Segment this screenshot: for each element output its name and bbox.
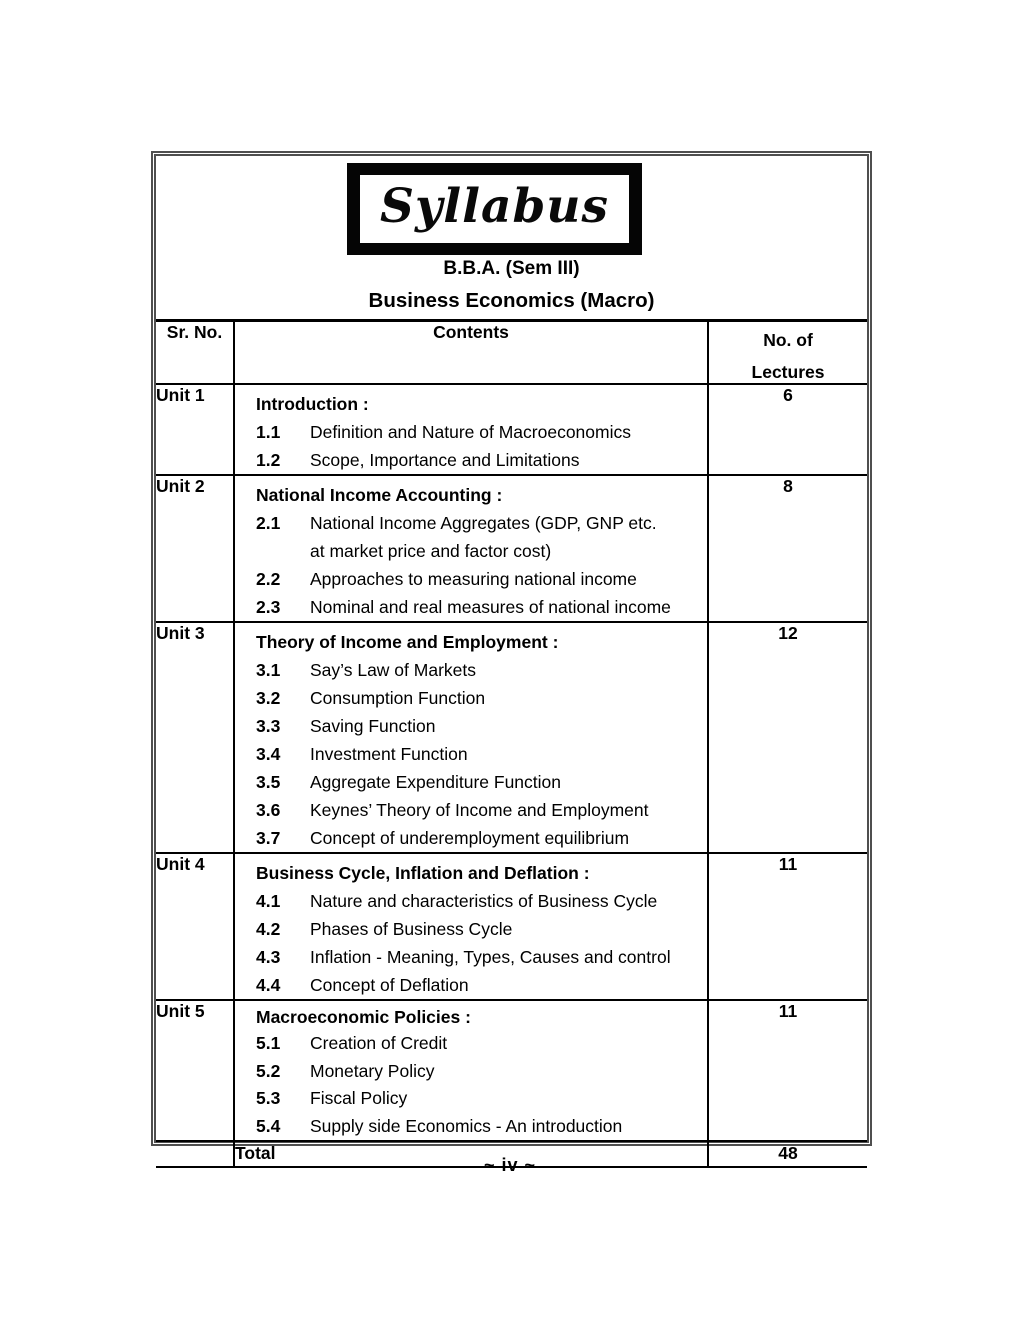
item-number: 3.6 bbox=[256, 800, 281, 820]
sub-item bbox=[235, 887, 707, 915]
item-text: Consumption Function bbox=[310, 688, 486, 708]
item-text: Concept of Deflation bbox=[310, 975, 469, 995]
sub-item bbox=[235, 1113, 707, 1141]
item-number: 4.1 bbox=[256, 891, 281, 911]
item-number: 4.2 bbox=[256, 919, 281, 939]
contents-cell bbox=[234, 475, 708, 622]
item-number: 3.1 bbox=[256, 660, 281, 680]
item-number: 3.5 bbox=[256, 772, 281, 792]
sub-item bbox=[235, 565, 707, 593]
sub-item bbox=[235, 593, 707, 621]
unit-cell: Unit 3 bbox=[156, 622, 234, 853]
item-text: Supply side Economics - An introduction bbox=[310, 1115, 623, 1136]
sub-item bbox=[235, 418, 707, 446]
item-number: 5.4 bbox=[256, 1115, 281, 1136]
sub-item bbox=[235, 915, 707, 943]
item-text: Investment Function bbox=[310, 744, 468, 764]
total-value: 48 bbox=[708, 1141, 867, 1167]
sub-item bbox=[235, 1058, 707, 1086]
syllabus-badge-frame bbox=[347, 163, 642, 255]
lectures-cell: 11 bbox=[708, 853, 867, 1000]
item-text: Definition and Nature of Macroeconomics bbox=[310, 422, 631, 442]
item-text: Saving Function bbox=[310, 716, 436, 736]
item-text: Approaches to measuring national income bbox=[310, 569, 637, 589]
unit-cell: Unit 1 bbox=[156, 384, 234, 475]
lectures-cell: 6 bbox=[708, 384, 867, 475]
unit-title: Business Cycle, Inflation and Deflation : bbox=[256, 863, 590, 883]
header-contents: Contents bbox=[234, 321, 708, 385]
sub-item bbox=[235, 1085, 707, 1113]
syllabus-document-frame bbox=[151, 151, 872, 1163]
item-number: 5.2 bbox=[256, 1060, 281, 1081]
lectures-cell: 8 bbox=[708, 475, 867, 622]
item-number: 3.7 bbox=[256, 828, 281, 848]
item-text: Nominal and real measures of national income bbox=[310, 597, 671, 617]
header-lectures bbox=[708, 321, 867, 385]
header-lectures-line1: No. of bbox=[763, 330, 813, 350]
sub-item bbox=[235, 509, 707, 537]
item-text: Phases of Business Cycle bbox=[310, 919, 513, 939]
sub-item bbox=[235, 656, 707, 684]
item-text: Monetary Policy bbox=[310, 1060, 435, 1081]
table-row-unit-5 bbox=[156, 1000, 867, 1141]
page-number: ~ iv ~ bbox=[483, 1155, 537, 1175]
sub-item bbox=[235, 768, 707, 796]
item-number: 5.1 bbox=[256, 1033, 281, 1053]
item-number: 4.4 bbox=[256, 975, 281, 995]
sub-item bbox=[235, 684, 707, 712]
contents-cell bbox=[234, 853, 708, 1000]
sub-item bbox=[235, 971, 707, 999]
item-number-spacer bbox=[256, 537, 310, 565]
contents-cell bbox=[234, 622, 708, 853]
table-row-unit-2 bbox=[156, 475, 867, 622]
item-number: 3.3 bbox=[256, 716, 281, 736]
item-text: at market price and factor cost) bbox=[310, 541, 552, 561]
unit-cell: Unit 2 bbox=[156, 475, 234, 622]
syllabus-badge-panel bbox=[360, 175, 629, 243]
item-number: 4.3 bbox=[256, 947, 281, 967]
sub-item bbox=[235, 796, 707, 824]
table-row-unit-1 bbox=[156, 384, 867, 475]
item-text: Scope, Importance and Limitations bbox=[310, 450, 580, 470]
unit-title: Macroeconomic Policies : bbox=[256, 1007, 471, 1027]
program-title: B.B.A. (Sem III) bbox=[443, 258, 580, 279]
sub-item-continuation bbox=[235, 537, 707, 565]
unit-title: National Income Accounting : bbox=[256, 485, 503, 505]
sub-item bbox=[235, 824, 707, 852]
lectures-cell: 11 bbox=[708, 1000, 867, 1141]
item-number: 3.2 bbox=[256, 688, 281, 708]
table-header-row bbox=[156, 321, 867, 385]
syllabus-badge-wrap bbox=[156, 163, 867, 255]
item-text: Aggregate Expenditure Function bbox=[310, 772, 561, 792]
unit-cell: Unit 5 bbox=[156, 1000, 234, 1141]
contents-cell bbox=[234, 1000, 708, 1141]
item-text: Say’s Law of Markets bbox=[310, 660, 476, 680]
item-number: 3.4 bbox=[256, 744, 281, 764]
item-text: National Income Aggregates (GDP, GNP etc. bbox=[310, 513, 657, 533]
item-number: 1.1 bbox=[256, 422, 281, 442]
item-number: 1.2 bbox=[256, 450, 281, 470]
table-row-unit-3 bbox=[156, 622, 867, 853]
syllabus-table bbox=[156, 319, 867, 1168]
unit-title: Introduction : bbox=[256, 394, 369, 414]
item-text: Fiscal Policy bbox=[310, 1088, 408, 1108]
item-text: Keynes’ Theory of Income and Employment bbox=[310, 800, 649, 820]
item-text: Concept of underemployment equilibrium bbox=[310, 828, 630, 848]
sub-item bbox=[235, 446, 707, 474]
item-number: 2.1 bbox=[256, 513, 281, 533]
header-sr-no: Sr. No. bbox=[156, 321, 234, 385]
unit-cell: Unit 4 bbox=[156, 853, 234, 1000]
total-label: Total bbox=[234, 1141, 708, 1167]
header-lectures-line2: Lectures bbox=[751, 362, 825, 382]
sub-item bbox=[235, 712, 707, 740]
item-text: Inflation - Meaning, Types, Causes and control bbox=[310, 947, 671, 967]
lectures-cell: 12 bbox=[708, 622, 867, 853]
sub-item bbox=[235, 943, 707, 971]
contents-cell bbox=[234, 384, 708, 475]
table-row-unit-4 bbox=[156, 853, 867, 1000]
item-text: Creation of Credit bbox=[310, 1033, 448, 1053]
item-number: 2.3 bbox=[256, 597, 281, 617]
unit-title: Theory of Income and Employment : bbox=[256, 632, 559, 652]
syllabus-badge-title: Syllabus bbox=[380, 179, 609, 234]
sub-item bbox=[235, 1030, 707, 1058]
course-title: Business Economics (Macro) bbox=[368, 289, 655, 312]
item-text: Nature and characteristics of Business Cycle bbox=[310, 891, 658, 911]
sub-item bbox=[235, 740, 707, 768]
item-number: 2.2 bbox=[256, 569, 281, 589]
item-number: 5.3 bbox=[256, 1088, 281, 1108]
